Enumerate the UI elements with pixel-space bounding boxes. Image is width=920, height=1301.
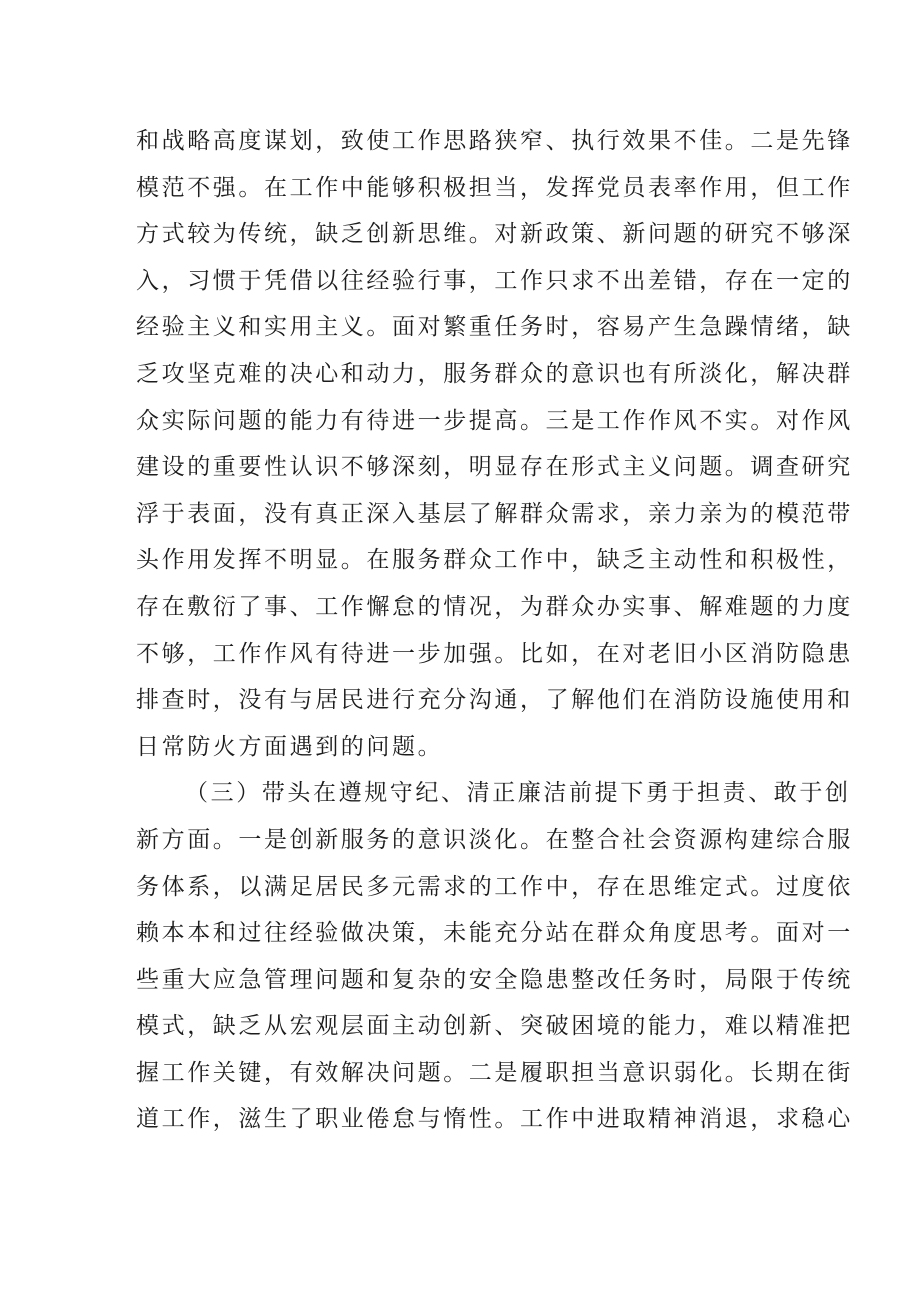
text-line: 乏攻坚克难的决心和动力，服务群众的意识也有所淡化，解决群 — [136, 360, 853, 387]
text-line: 不够，工作作风有待进一步加强。比如，在对老旧小区消防隐患 — [136, 640, 853, 667]
text-line: 握工作关键，有效解决问题。二是履职担当意识弱化。长期在街 — [136, 1059, 853, 1086]
text-line: 和战略高度谋划，致使工作思路狭窄、执行效果不佳。二是先锋 — [136, 128, 853, 154]
text-line: 浮于表面，没有真正深入基层了解群众需求，亲力亲为的模范带 — [136, 500, 853, 527]
text-line: 些重大应急管理问题和复杂的安全隐患整改任务时，局限于传统 — [136, 966, 853, 993]
text-line: 入，习惯于凭借以往经验行事，工作只求不出差错，存在一定的 — [136, 267, 853, 294]
text-line: 新方面。一是创新服务的意识淡化。在整合社会资源构建综合服 — [136, 826, 853, 853]
text-line: 日常防火方面遇到的问题。 — [136, 733, 444, 760]
text-line: 道工作，滋生了职业倦怠与惰性。工作中进取精神消退，求稳心 — [136, 1106, 853, 1133]
text-line: 模范不强。在工作中能够积极担当，发挥党员表率作用，但工作 — [136, 174, 853, 201]
text-line: 头作用发挥不明显。在服务群众工作中，缺乏主动性和积极性， — [136, 547, 853, 574]
text-line: 方式较为传统，缺乏创新思维。对新政策、新问题的研究不够深 — [136, 221, 853, 248]
text-line: 众实际问题的能力有待进一步提高。三是工作作风不实。对作风 — [136, 407, 853, 434]
body-text — [136, 118, 853, 1143]
text-line: 排查时，没有与居民进行充分沟通，了解他们在消防设施使用和 — [136, 687, 853, 714]
section-heading-line: （三）带头在遵规守纪、清正廉洁前提下勇于担责、敢于创 — [185, 780, 851, 807]
text-line: 经验主义和实用主义。面对繁重任务时，容易产生急躁情绪，缺 — [136, 314, 853, 341]
text-line: 存在敷衍了事、工作懈怠的情况，为群众办实事、解难题的力度 — [136, 593, 853, 620]
text-line: 务体系，以满足居民多元需求的工作中，存在思维定式。过度依 — [136, 873, 853, 900]
text-line: 模式，缺乏从宏观层面主动创新、突破困境的能力，难以精准把 — [136, 1013, 853, 1040]
text-line: 赖本本和过往经验做决策，未能充分站在群众角度思考。面对一 — [136, 920, 853, 947]
text-line: 建设的重要性认识不够深刻，明显存在形式主义问题。调查研究 — [136, 454, 853, 481]
